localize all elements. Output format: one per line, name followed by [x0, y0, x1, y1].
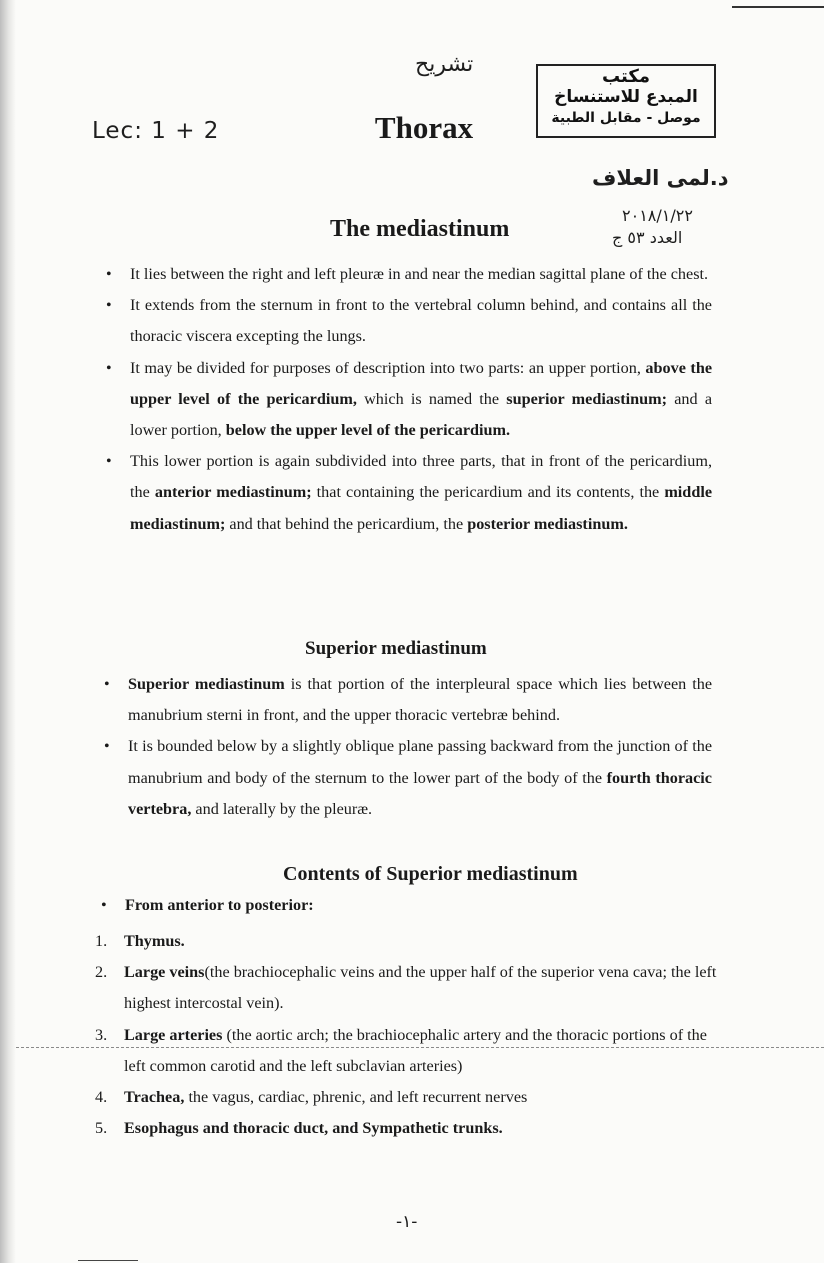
lecturer-name: د.لمى العلاف	[592, 166, 729, 190]
text-run: which is named the	[356, 389, 507, 408]
bold-text: Thymus.	[124, 932, 185, 950]
text-run: It may be divided for purposes of description into two parts: an upper portion,	[130, 358, 646, 377]
stamp-line-1: مكتب	[601, 66, 650, 87]
text-run: (the brachiocephalic veins and the upper half of the superior vena cava; the left highest intercostal vein).	[124, 963, 717, 1013]
page-number: -١-	[396, 1212, 418, 1232]
bullet-item	[130, 353, 712, 447]
text-run: It is bounded below by a slightly oblique plane passing backward from the junction of the manubrium and body of the sternum to the lower part of the body of the	[128, 737, 712, 787]
text-run: and that behind the pericardium, the	[225, 514, 468, 533]
bullet-item	[130, 446, 712, 540]
order-label: • From anterior to posterior:	[125, 896, 314, 915]
top-rule	[732, 6, 824, 8]
text-run: and a lower portion,	[130, 389, 713, 440]
item-text	[124, 1026, 707, 1075]
stamp-line-2: المبدع للاستنساخ	[554, 87, 698, 107]
handwritten-date: ٢٠١٨/١/٢٢	[622, 206, 693, 225]
numbered-item	[95, 1113, 724, 1144]
numbered-item	[95, 926, 724, 957]
text-run: This lower portion is again subdivided into three parts, that in front of the pericardium, the	[130, 452, 712, 502]
bullet-item	[128, 669, 712, 731]
scan-edge-shadow	[0, 0, 16, 1263]
bullet-item	[128, 731, 712, 825]
item-number: 5.	[95, 1119, 108, 1138]
item-text	[124, 963, 716, 1012]
contents-numbered-list	[95, 926, 724, 1144]
text-run: is that portion of the interpleural space which lies between the manubrium sterni in front, and the upper thoracic vertebræ behind.	[128, 675, 712, 725]
bold-text: Large veins	[124, 963, 205, 982]
bold-text: below the upper level of the pericardium.	[225, 421, 511, 440]
bold-text: Trachea,	[124, 1088, 185, 1107]
bold-text: posterior mediastinum.	[467, 514, 628, 533]
text-run: (the aortic arch; the brachiocephalic artery and the thoracic portions of the left common carotid and the left subclavian arteries)	[124, 1025, 707, 1075]
bold-text: fourth thoracic vertebra,	[128, 768, 712, 818]
item-number: 1.	[95, 932, 108, 950]
text-run: It extends from the sternum in front to the vertebral column behind, and contains all the thoracic viscera excepting the lungs.	[130, 296, 712, 346]
item-number: 3.	[95, 1025, 108, 1044]
bold-text: middle mediastinum;	[130, 483, 712, 533]
mediastinum-bullet-list	[130, 259, 712, 540]
bold-text: anterior mediastinum;	[154, 483, 312, 502]
text-run: It lies between the right and left pleuræ in and near the median sagittal plane of the chest.	[130, 265, 709, 283]
section-heading-mediastinum: The mediastinum	[330, 216, 510, 242]
bold-text: Superior mediastinum	[128, 675, 285, 693]
numbered-item	[95, 1082, 724, 1113]
print-shop-stamp	[536, 64, 716, 138]
handwritten-note: تشريح	[415, 52, 474, 77]
numbered-item	[95, 1020, 724, 1082]
text-run: that containing the pericardium and its contents, the	[311, 483, 665, 502]
item-text	[124, 1088, 527, 1106]
item-text	[124, 932, 185, 950]
section-heading-superior: Superior mediastinum	[305, 638, 487, 659]
numbered-item	[95, 957, 724, 1019]
section-heading-contents: Contents of Superior mediastinum	[283, 863, 578, 885]
item-text	[124, 1119, 503, 1137]
item-number: 4.	[95, 1088, 108, 1107]
copy-number: العدد ٥٣ ج	[612, 228, 683, 247]
item-number: 2.	[95, 963, 108, 982]
bold-text: Large arteries	[124, 1025, 223, 1044]
superior-bullet-list	[128, 669, 712, 825]
bold-text: superior mediastinum;	[506, 389, 667, 408]
lecture-reference: Lec: 1 + 2	[92, 118, 220, 144]
text-run: and laterally by the pleuræ.	[191, 799, 373, 818]
bullet-item	[130, 259, 712, 290]
bullet-item	[130, 290, 712, 352]
text-run: the vagus, cardiac, phrenic, and left recurrent nerves	[184, 1088, 528, 1107]
fold-line	[16, 1047, 824, 1048]
stamp-line-3: موصل - مقابل الطبية	[551, 110, 701, 126]
page-title: Thorax	[374, 110, 474, 145]
bold-text: Esophagus and thoracic duct, and Sympathetic trunks.	[124, 1119, 503, 1138]
bold-text: above the upper level of the pericardium,	[130, 358, 713, 408]
bottom-rule	[78, 1260, 138, 1261]
